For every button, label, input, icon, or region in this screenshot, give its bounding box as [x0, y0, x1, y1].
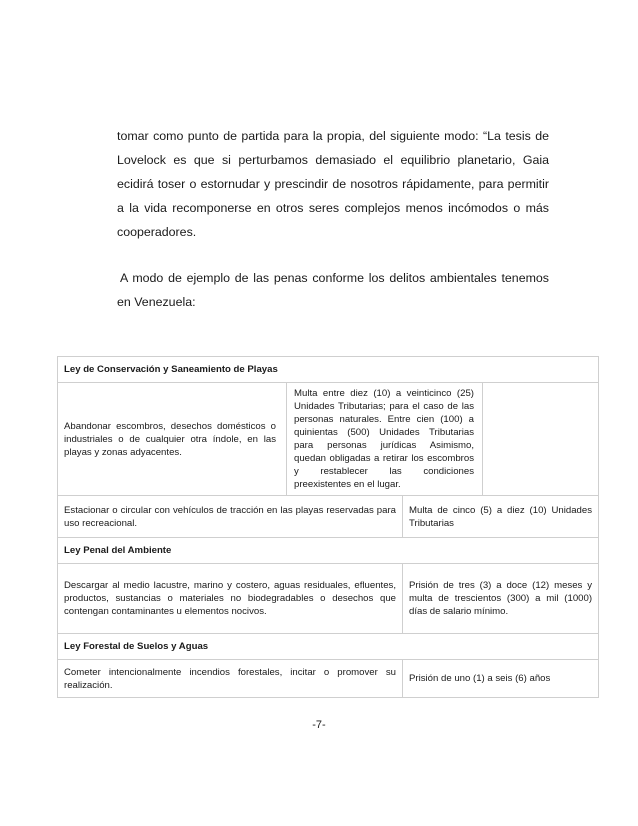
law-title-penal-ambiente: Ley Penal del Ambiente	[58, 538, 599, 564]
table-row	[58, 496, 599, 538]
law-title-playas: Ley de Conservación y Saneamiento de Playas	[58, 357, 599, 383]
penalty-cell: Multa de cinco (5) a diez (10) Unidades Tributarias	[403, 496, 599, 538]
table-section-header	[58, 634, 599, 660]
law-title-forestal: Ley Forestal de Suelos y Aguas	[58, 634, 599, 660]
penalty-cell: Prisión de tres (3) a doce (12) meses y multa de trescientos (300) a mil (1000) días de salario mínimo.	[403, 564, 599, 634]
offense-cell: Descargar al medio lacustre, marino y costero, aguas residuales, efluentes, productos, sustancias o materiales no biodegradables o desechos que contengan contaminantes u elementos nocivos.	[58, 564, 403, 634]
table-section-header	[58, 357, 599, 383]
penalty-cell: Prisión de uno (1) a seis (6) años	[403, 660, 599, 698]
offense-cell: Cometer intencionalmente incendios forestales, incitar o promover su realización.	[58, 660, 403, 698]
empty-cell	[483, 383, 599, 496]
table-row	[58, 383, 599, 496]
table-row	[58, 660, 599, 698]
page-number: -7-	[312, 719, 326, 731]
offense-cell: Abandonar escombros, desechos domésticos o industriales o de cualquier otra índole, en las playas y zonas adyacentes.	[58, 383, 287, 496]
environmental-penalties-table	[57, 356, 599, 698]
paragraph-venezuela-penalties-intro: A modo de ejemplo de las penas conforme los delitos ambientales tenemos en Venezuela:	[117, 271, 549, 309]
table-row	[58, 564, 599, 634]
penalty-cell: Multa entre diez (10) a veinticinco (25) Unidades Tributarias; para el caso de las personas naturales. Entre cien (100) a quinientas (500) Unidades Tributarias para personas jurídicas Asimismo, quedan obligadas a retirar los escombros y restablecer las condiciones preexistentes en el lugar.	[287, 383, 483, 496]
paragraph-lovelock-quote: tomar como punto de partida para la propia, del siguiente modo: “La tesis de Lovelock es que si perturbamos demasiado el equilibrio planetario, Gaia ecidirá toser o estornudar y prescindir de nosotros rápidamente, para permitir a la vida recomponerse en otros seres complejos menos incómodos o más cooperadores.	[117, 129, 549, 239]
offense-cell: Estacionar o circular con vehículos de tracción en las playas reservadas para uso recreacional.	[58, 496, 403, 538]
table-section-header	[58, 538, 599, 564]
